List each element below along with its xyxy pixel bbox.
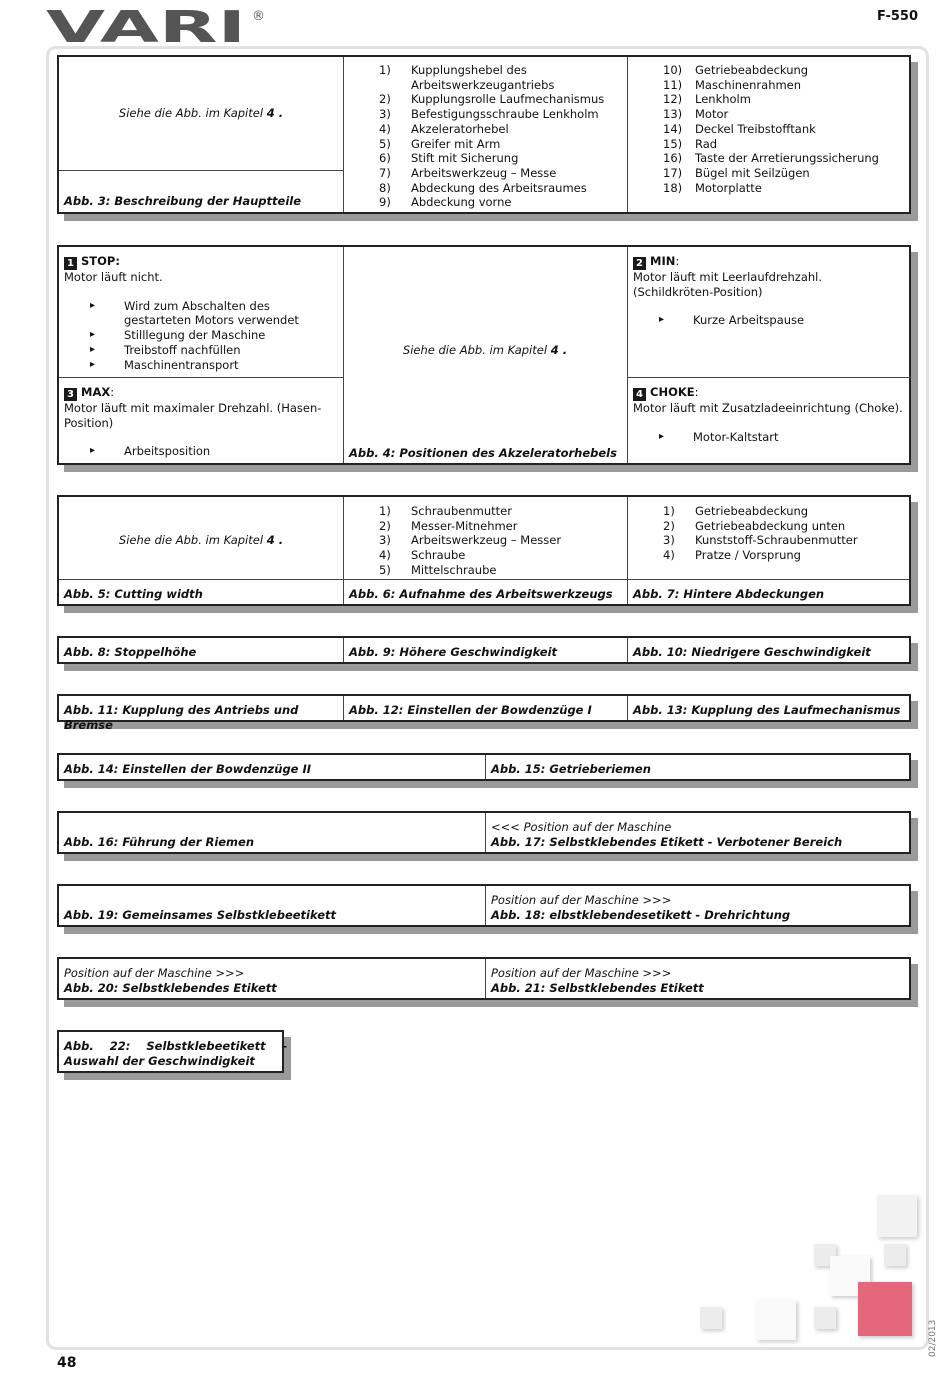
fig20-21-box	[57, 957, 911, 1000]
list-item	[633, 107, 905, 122]
fig17-caption: Abb. 17: Selbstklebendes Etikett - Verbotener Bereich	[491, 834, 843, 849]
fig19-caption: Abb. 19: Gemeinsames Selbstklebeetikett	[64, 908, 337, 922]
choke-number-badge: 4	[633, 388, 646, 401]
fig5-caption: Abb. 5: Cutting width	[64, 587, 203, 601]
model-name: F-550	[876, 9, 918, 24]
bullet-item: ▸ Wird zum Abschalten des gestarteten Motors verwendet	[90, 299, 338, 328]
list-item	[633, 151, 905, 166]
list-item	[633, 122, 905, 137]
list-item-text: Deckel Treibstofftank	[695, 121, 816, 136]
list-item-number: 12)	[663, 92, 683, 107]
list-item	[633, 92, 905, 107]
list-item-number: 3)	[379, 107, 391, 122]
list-item	[633, 533, 905, 548]
list-item-number: 18)	[663, 180, 683, 195]
fig9-caption: Abb. 9: Höhere Geschwindigkeit	[349, 645, 558, 659]
fig6-caption: Abb. 6: Aufnahme des Arbeitswerkzeugs	[349, 587, 613, 601]
bullet-item: ▸ Kurze Arbeitspause	[659, 313, 905, 328]
list-item	[349, 92, 621, 107]
fig4-caption: Abb. 4: Positionen des Akzeleratorhebels	[349, 446, 617, 460]
list-item-number: 1)	[379, 63, 391, 77]
list-item-number: 15)	[663, 136, 683, 151]
fig14-15-box	[57, 753, 911, 781]
list-item-text: Getriebeabdeckung unten	[695, 518, 846, 533]
fig12-caption: Abb. 12: Einstellen der Bowdenzüge I	[349, 703, 592, 717]
list-item	[633, 137, 905, 152]
fig4-placeholder: Siehe die Abb. im Kapitel 4 .	[402, 343, 568, 357]
stop-description: Motor läuft nicht.	[64, 270, 163, 284]
choke-position: 4 CHOKE: Motor läuft mit Zusatzladeeinrichtung (Choke). ▸ Motor-Kaltstart	[628, 383, 910, 446]
min-number-badge: 2	[633, 257, 646, 270]
list-item-number: 10)	[663, 63, 683, 77]
list-item-text: Getriebeabdeckung	[695, 504, 809, 518]
list-item	[349, 504, 621, 519]
list-item	[349, 519, 621, 534]
list-item	[633, 548, 905, 563]
bullet-item: ▸ Maschinentransport	[90, 358, 338, 373]
fig3-list-2	[628, 61, 910, 197]
list-item-text: Lenkholm	[695, 92, 751, 107]
list-item	[349, 122, 621, 137]
fig16-17-box	[57, 811, 911, 854]
min-position: 2 MIN: Motor läuft mit Leerlaufdrehzahl. (Schildkröten-Position) ▸ Kurze Arbeitspause	[628, 252, 910, 330]
list-item-number: 4)	[379, 121, 391, 136]
list-item	[349, 563, 621, 578]
list-item-text: Maschinenrahmen	[695, 77, 802, 92]
fig21-cell	[486, 964, 911, 997]
list-item-number: 4)	[379, 548, 391, 563]
list-item	[349, 548, 621, 563]
fig17-cell	[486, 818, 911, 851]
max-description: Motor läuft mit maximaler Drehzahl. (Hasen-Position)	[64, 401, 322, 430]
fig18-caption: Abb. 18: elbstklebendesetikett - Drehrichtung	[491, 907, 791, 922]
list-item-text: Getriebeabdeckung	[695, 63, 809, 77]
fig18-position-note: Position auf der Maschine >>>	[491, 893, 672, 907]
list-item-text: Rad	[695, 136, 718, 151]
fig7-caption: Abb. 7: Hintere Abdeckungen	[633, 587, 825, 601]
fig21-caption: Abb. 21: Selbstklebendes Etikett	[491, 980, 704, 995]
fig3-box	[57, 55, 911, 214]
bullet-item: ▸ Treibstoff nachfüllen	[90, 343, 338, 358]
list-item-number: 3)	[663, 533, 675, 548]
list-item-number: 13)	[663, 107, 683, 122]
list-item-text: Abdeckung vorne	[411, 195, 512, 210]
fig3-list-1	[344, 61, 626, 212]
list-item-text: Schraubenmutter	[411, 504, 512, 518]
logo-text: VARI	[46, 6, 246, 46]
list-item	[349, 181, 621, 196]
list-item-text: Akzeleratorhebel	[411, 121, 509, 136]
fig17-position-note: <<< Position auf der Maschine	[491, 820, 672, 834]
list-item-number: 16)	[663, 151, 683, 166]
list-item-text: Messer-Mitnehmer	[411, 518, 518, 533]
fig4-box	[57, 245, 911, 465]
bullet-item: ▸ Arbeitsposition	[90, 444, 338, 459]
list-item-text: Arbeitswerkzeug – Messer	[411, 533, 562, 548]
fig15-caption: Abb. 15: Getrieberiemen	[491, 762, 651, 776]
list-item-number: 5)	[379, 562, 391, 577]
list-item-number: 2)	[663, 518, 675, 533]
stop-number-badge: 1	[64, 257, 77, 270]
list-item-text: Stift mit Sicherung	[411, 151, 519, 166]
list-item-number: 14)	[663, 121, 683, 136]
list-item	[633, 181, 905, 196]
list-item-number: 5)	[379, 136, 391, 151]
list-item-number: 3)	[379, 533, 391, 548]
fig14-caption: Abb. 14: Einstellen der Bowdenzüge II	[64, 762, 312, 776]
fig8-caption: Abb. 8: Stoppelhöhe	[64, 645, 197, 659]
choke-description: Motor läuft mit Zusatzladeeinrichtung (Choke).	[633, 401, 903, 415]
bullet-item: ▸ Motor-Kaltstart	[659, 430, 905, 445]
max-number-badge: 3	[64, 388, 77, 401]
list-item	[349, 137, 621, 152]
page-number: 48	[57, 1355, 77, 1371]
fig5-7-box	[57, 495, 911, 606]
list-item	[349, 151, 621, 166]
fig11-13-box	[57, 694, 911, 732]
list-item-number: 8)	[379, 180, 391, 195]
fig18-cell	[486, 891, 911, 924]
registered-mark: ®	[252, 9, 265, 24]
list-item-text: Kunststoff-Schraubenmutter	[695, 533, 858, 548]
fig16-caption: Abb. 16: Führung der Riemen	[64, 835, 255, 849]
list-item-text: Schraube	[411, 548, 466, 563]
bullet-item: ▸ Stilllegung der Maschine	[90, 328, 338, 343]
list-item-text: Greifer mit Arm	[411, 136, 501, 151]
list-item-number: 4)	[663, 548, 675, 563]
list-item-text: Arbeitswerkzeug – Messe	[411, 165, 557, 180]
vari-logo	[46, 6, 270, 46]
list-item-number: 6)	[379, 151, 391, 166]
list-item-number: 9)	[379, 195, 391, 210]
list-item	[349, 195, 621, 210]
fig20-cell	[59, 964, 485, 997]
list-item	[349, 63, 621, 92]
max-position: 3 MAX: Motor läuft mit maximaler Drehzahl. (Hasen-Position) ▸ Arbeitsposition	[59, 383, 343, 461]
list-item-text: Motorplatte	[695, 180, 762, 195]
list-item-text: Abdeckung des Arbeitsraumes	[411, 180, 587, 195]
list-item	[349, 107, 621, 122]
fig13-caption: Abb. 13: Kupplung des Laufmechanismus	[633, 703, 901, 717]
list-item-text: Taste der Arretierungssicherung	[695, 151, 879, 166]
list-item-number: 1)	[379, 504, 391, 518]
list-item-number: 2)	[379, 518, 391, 533]
fig7-list	[628, 502, 910, 565]
list-item	[633, 519, 905, 534]
min-description: Motor läuft mit Leerlaufdrehzahl. (Schildkröten-Position)	[633, 270, 823, 299]
list-item	[349, 533, 621, 548]
fig8-10-box	[57, 636, 911, 664]
list-item-text: Bügel mit Seilzügen	[695, 165, 810, 180]
fig21-position-note: Position auf der Maschine >>>	[491, 966, 672, 980]
list-item-text: Mittelschraube	[411, 562, 497, 577]
fig22-caption: Abb. 22: Selbstklebeetikett – Auswahl der Geschwindigkeit	[64, 1039, 288, 1068]
fig22-box	[57, 1030, 288, 1073]
list-item-text: Kupplungsrolle Laufmechanismus	[411, 92, 605, 107]
fig3-caption: Abb. 3: Beschreibung der Hauptteile	[64, 194, 301, 208]
fig5-placeholder: Siehe die Abb. im Kapitel 4 .	[118, 533, 284, 547]
print-date: 02/2013	[928, 1319, 938, 1357]
list-item-text: Motor	[695, 107, 729, 122]
list-item-text: Kupplungshebel des Arbeitswerkzeugantriebs	[411, 63, 555, 92]
list-item-number: 11)	[663, 77, 683, 92]
fig10-caption: Abb. 10: Niedrigere Geschwindigkeit	[633, 645, 871, 659]
list-item	[633, 504, 905, 519]
list-item	[349, 166, 621, 181]
stop-position: 1 STOP: Motor läuft nicht. ▸ Wird zum Abschalten des gestarteten Motors verwendet ▸ Stilllegung der Maschine ▸ Treibstoff nachfüllen ▸ Maschinentransport	[59, 252, 343, 374]
list-item-text: Befestigungsschraube Lenkholm	[411, 107, 599, 122]
fig3-placeholder: Siehe die Abb. im Kapitel 4 .	[118, 106, 284, 120]
fig6-list	[344, 502, 626, 580]
fig11-caption: Abb. 11: Kupplung des Antriebs und Bremse	[64, 703, 299, 732]
list-item	[633, 166, 905, 181]
list-item-number: 17)	[663, 165, 683, 180]
fig20-position-note: Position auf der Maschine >>>	[64, 966, 245, 980]
list-item	[633, 78, 905, 93]
fig19-18-box	[57, 884, 911, 927]
list-item-number: 2)	[379, 92, 391, 107]
list-item-number: 1)	[663, 504, 675, 518]
list-item-text: Pratze / Vorsprung	[695, 548, 801, 563]
list-item	[633, 63, 905, 78]
fig20-caption: Abb. 20: Selbstklebendes Etikett	[64, 980, 277, 995]
list-item-number: 7)	[379, 165, 391, 180]
